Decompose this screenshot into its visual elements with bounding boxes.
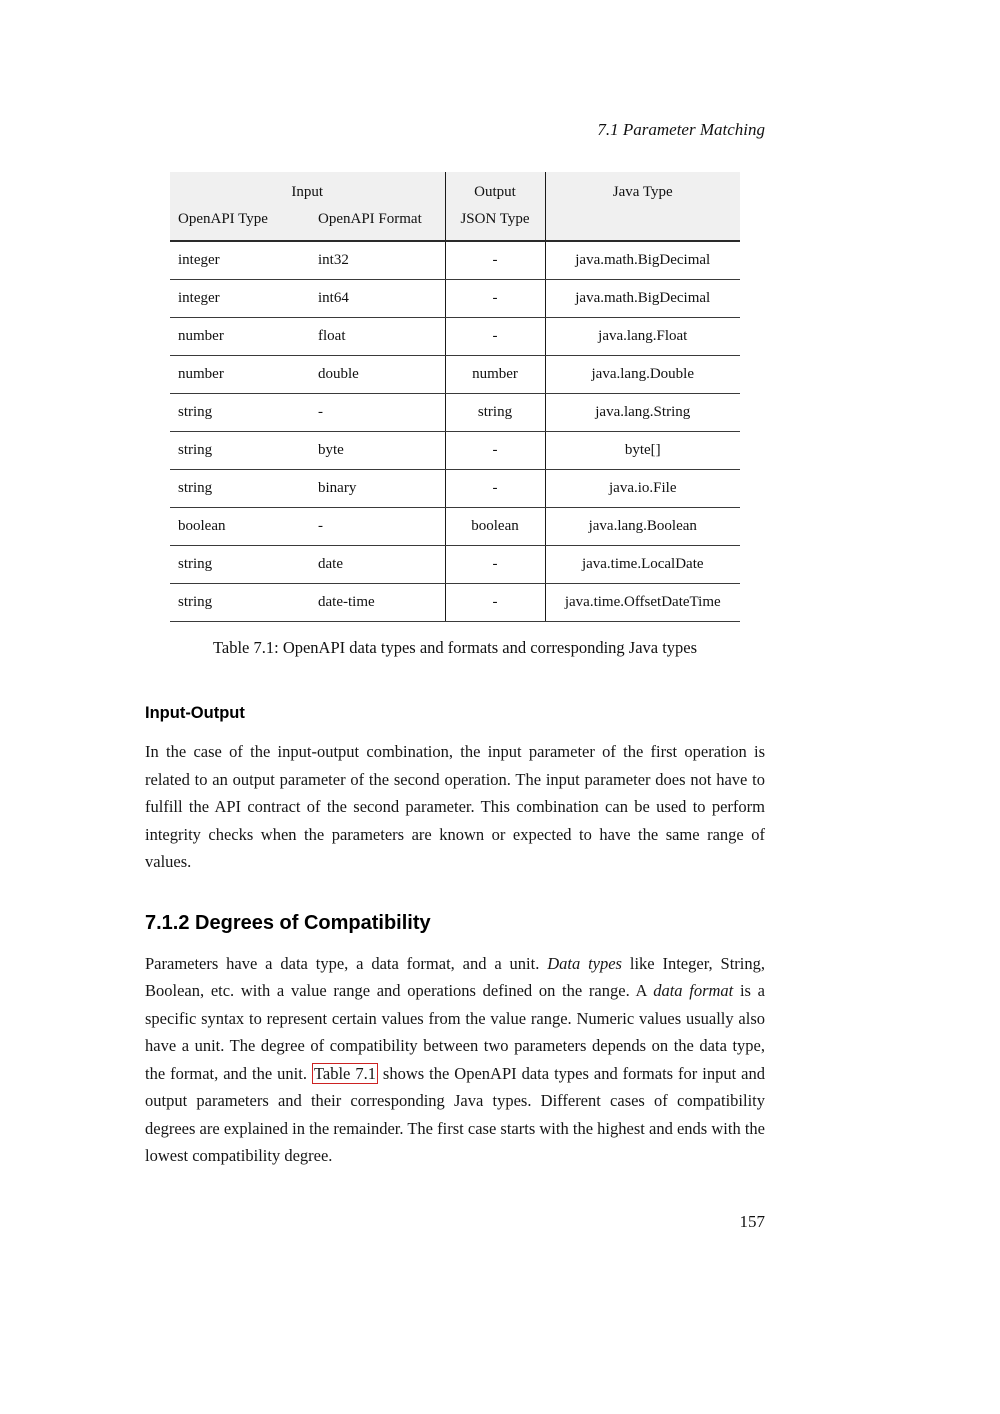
cell-json-type: number [445, 356, 545, 394]
cell-openapi-type: string [170, 432, 310, 470]
cell-java-type: java.math.BigDecimal [545, 280, 740, 318]
table-body [170, 241, 740, 622]
table-group-header-row [170, 172, 740, 207]
cell-json-type: - [445, 280, 545, 318]
cell-java-type: java.lang.Boolean [545, 508, 740, 546]
table-row [170, 584, 740, 622]
cell-openapi-format: binary [310, 470, 445, 508]
cell-json-type: - [445, 470, 545, 508]
cell-openapi-format: int64 [310, 280, 445, 318]
cell-json-type: - [445, 584, 545, 622]
col-header-openapi-type: OpenAPI Type [170, 207, 310, 241]
cell-openapi-type: number [170, 318, 310, 356]
cell-json-type: - [445, 241, 545, 280]
table-caption: Table 7.1: OpenAPI data types and formats and corresponding Java types [212, 638, 698, 657]
cell-json-type: - [445, 432, 545, 470]
cell-openapi-type: string [170, 546, 310, 584]
col-header-java-empty [545, 207, 740, 241]
cell-json-type: string [445, 394, 545, 432]
openapi-java-types-table [170, 172, 740, 622]
paragraph-input-output: In the case of the input-output combination, the input parameter of the first operation is related to an output parameter of the second operation. The input parameter does not have to fulfill the API contract of the second parameter. This combination can be used to perform integrity checks when the parameters are known or expected to have the same range of values. [145, 742, 765, 871]
cell-json-type: - [445, 546, 545, 584]
cell-java-type: java.lang.Double [545, 356, 740, 394]
table-row [170, 394, 740, 432]
table-row [170, 241, 740, 280]
text-run: Parameters have a data type, a data format, and a unit. [145, 953, 548, 973]
table-sub-header-row [170, 207, 740, 241]
table-header [170, 172, 740, 241]
cell-openapi-format: - [310, 394, 445, 432]
cell-java-type: java.math.BigDecimal [545, 241, 740, 280]
table-7-1 [145, 172, 765, 658]
text-run: shows the OpenAPI data types and formats for input and output parameters and their corresponding Java types. Different cases of compatibility degrees are explained in the remainder. The first case starts with the highest and ends with the lowest compatibility degree. [145, 1063, 765, 1165]
table-row [170, 546, 740, 584]
col-header-json-type: JSON Type [445, 207, 545, 241]
heading-input-output: Input-Output [145, 704, 245, 722]
group-header-output: Output [445, 172, 545, 207]
col-header-openapi-format: OpenAPI Format [310, 207, 445, 241]
cell-openapi-type: string [170, 394, 310, 432]
text-run: like Integer, String, Boolean, etc. with a value range and operations defined on the range. A [145, 953, 765, 1000]
cell-json-type: boolean [445, 508, 545, 546]
cell-openapi-type: number [170, 356, 310, 394]
table-7-1-reference-link[interactable]: Table 7.1 [313, 1063, 376, 1083]
cell-openapi-type: integer [170, 241, 310, 280]
group-header-java-type: Java Type [545, 172, 740, 207]
cell-java-type: byte[] [545, 432, 740, 470]
italic-data-format: data format [653, 981, 734, 1000]
cell-openapi-format: double [310, 356, 445, 394]
cell-openapi-type: boolean [170, 508, 310, 546]
page-content [145, 0, 765, 1170]
cell-openapi-format: - [310, 508, 445, 546]
table-row [170, 508, 740, 546]
cell-openapi-format: float [310, 318, 445, 356]
table-row [170, 280, 740, 318]
table-row [170, 318, 740, 356]
cell-openapi-type: integer [170, 280, 310, 318]
cell-openapi-format: date [310, 546, 445, 584]
cell-java-type: java.time.OffsetDateTime [545, 584, 740, 622]
heading-degrees-of-compatibility: 7.1.2 Degrees of Compatibility [145, 911, 431, 934]
cell-openapi-format: byte [310, 432, 445, 470]
cell-openapi-type: string [170, 584, 310, 622]
cell-json-type: - [445, 318, 545, 356]
cell-java-type: java.io.File [545, 470, 740, 508]
cell-openapi-format: int32 [310, 241, 445, 280]
cell-java-type: java.lang.Float [545, 318, 740, 356]
table-row [170, 470, 740, 508]
table-row [170, 356, 740, 394]
running-header: 7.1 Parameter Matching [597, 120, 765, 139]
group-header-input: Input [170, 172, 445, 207]
table-row [170, 432, 740, 470]
page-number: 157 [739, 1212, 765, 1231]
cell-openapi-type: string [170, 470, 310, 508]
cell-java-type: java.lang.String [545, 394, 740, 432]
italic-data-types: Data types [547, 953, 622, 973]
cell-java-type: java.time.LocalDate [545, 546, 740, 584]
cell-openapi-format: date-time [310, 584, 445, 622]
paragraph-degrees [145, 950, 765, 1170]
text-run: is a specific syntax to represent certain values from the value range. Numeric values usually also have a unit. The degree of compatibility between two parameters depends on the data type, the format, and the unit. [145, 981, 765, 1083]
